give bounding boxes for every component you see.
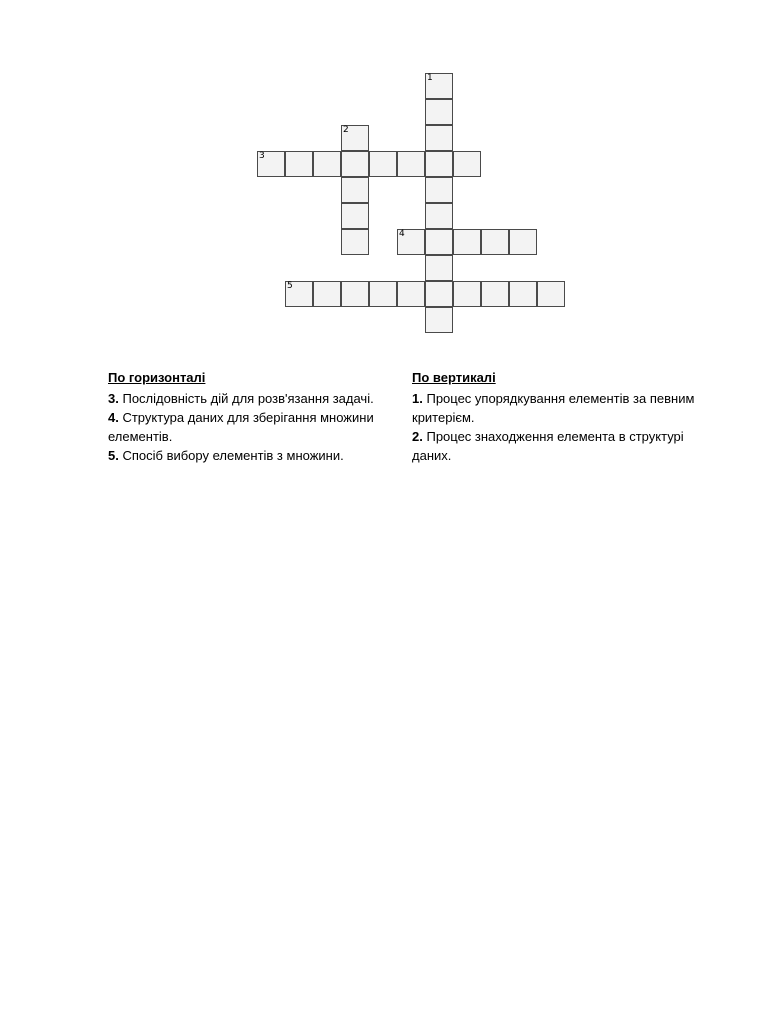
down-clue-2 — [412, 427, 722, 465]
clue-number: 4. — [108, 410, 119, 425]
crossword-cell[interactable] — [453, 151, 481, 177]
crossword-cell[interactable] — [397, 281, 425, 307]
crossword-cell[interactable] — [425, 281, 453, 307]
crossword-cell[interactable] — [341, 229, 369, 255]
down-heading: По вертикалі — [412, 370, 496, 385]
crossword-cell[interactable] — [481, 229, 509, 255]
across-clue-3 — [108, 389, 400, 408]
crossword-cell[interactable] — [425, 307, 453, 333]
crossword-cell[interactable] — [285, 281, 313, 307]
crossword-cell[interactable] — [285, 151, 313, 177]
cell-number: 2 — [343, 125, 349, 135]
crossword-cell[interactable] — [313, 151, 341, 177]
clue-text: Процес знаходження елемента в структурі даних. — [412, 429, 684, 463]
cell-number: 4 — [399, 229, 405, 239]
crossword-cell[interactable] — [453, 229, 481, 255]
crossword-cell[interactable] — [425, 125, 453, 151]
crossword-cell[interactable] — [397, 229, 425, 255]
crossword-cell[interactable] — [397, 151, 425, 177]
crossword-cell[interactable] — [425, 151, 453, 177]
across-heading: По горизонталі — [108, 370, 206, 385]
clue-text: Послідовність дій для розв'язання задачі. — [122, 391, 374, 406]
crossword-cell[interactable] — [453, 281, 481, 307]
crossword-cell[interactable] — [509, 229, 537, 255]
crossword-cell[interactable] — [341, 151, 369, 177]
crossword-cell[interactable] — [257, 151, 285, 177]
crossword-cell[interactable] — [509, 281, 537, 307]
crossword-grid — [0, 0, 768, 340]
clue-text: Структура даних для зберігання множини елементів. — [108, 410, 374, 444]
crossword-cell[interactable] — [341, 203, 369, 229]
crossword-cell[interactable] — [425, 99, 453, 125]
crossword-cell[interactable] — [425, 229, 453, 255]
crossword-cell[interactable] — [425, 177, 453, 203]
crossword-cell[interactable] — [369, 151, 397, 177]
crossword-cell[interactable] — [341, 281, 369, 307]
across-clue-5 — [108, 446, 400, 465]
crossword-cell[interactable] — [537, 281, 565, 307]
crossword-cell[interactable] — [341, 125, 369, 151]
across-clue-4 — [108, 408, 400, 446]
crossword-cell[interactable] — [313, 281, 341, 307]
crossword-cell[interactable] — [425, 203, 453, 229]
clue-number: 2. — [412, 429, 423, 444]
clue-text: Спосіб вибору елементів з множини. — [122, 448, 344, 463]
crossword-cell[interactable] — [425, 73, 453, 99]
cell-number: 3 — [259, 151, 265, 161]
across-clues — [108, 368, 400, 465]
clue-number: 1. — [412, 391, 423, 406]
crossword-cell[interactable] — [369, 281, 397, 307]
cell-number: 1 — [427, 73, 433, 83]
down-clues — [412, 368, 722, 465]
cell-number: 5 — [287, 281, 293, 291]
clue-number: 3. — [108, 391, 119, 406]
crossword-cell[interactable] — [481, 281, 509, 307]
clue-number: 5. — [108, 448, 119, 463]
crossword-cell[interactable] — [341, 177, 369, 203]
clue-text: Процес упорядкування елементів за певним критерієм. — [412, 391, 695, 425]
crossword-cell[interactable] — [425, 255, 453, 281]
down-clue-1 — [412, 389, 722, 427]
